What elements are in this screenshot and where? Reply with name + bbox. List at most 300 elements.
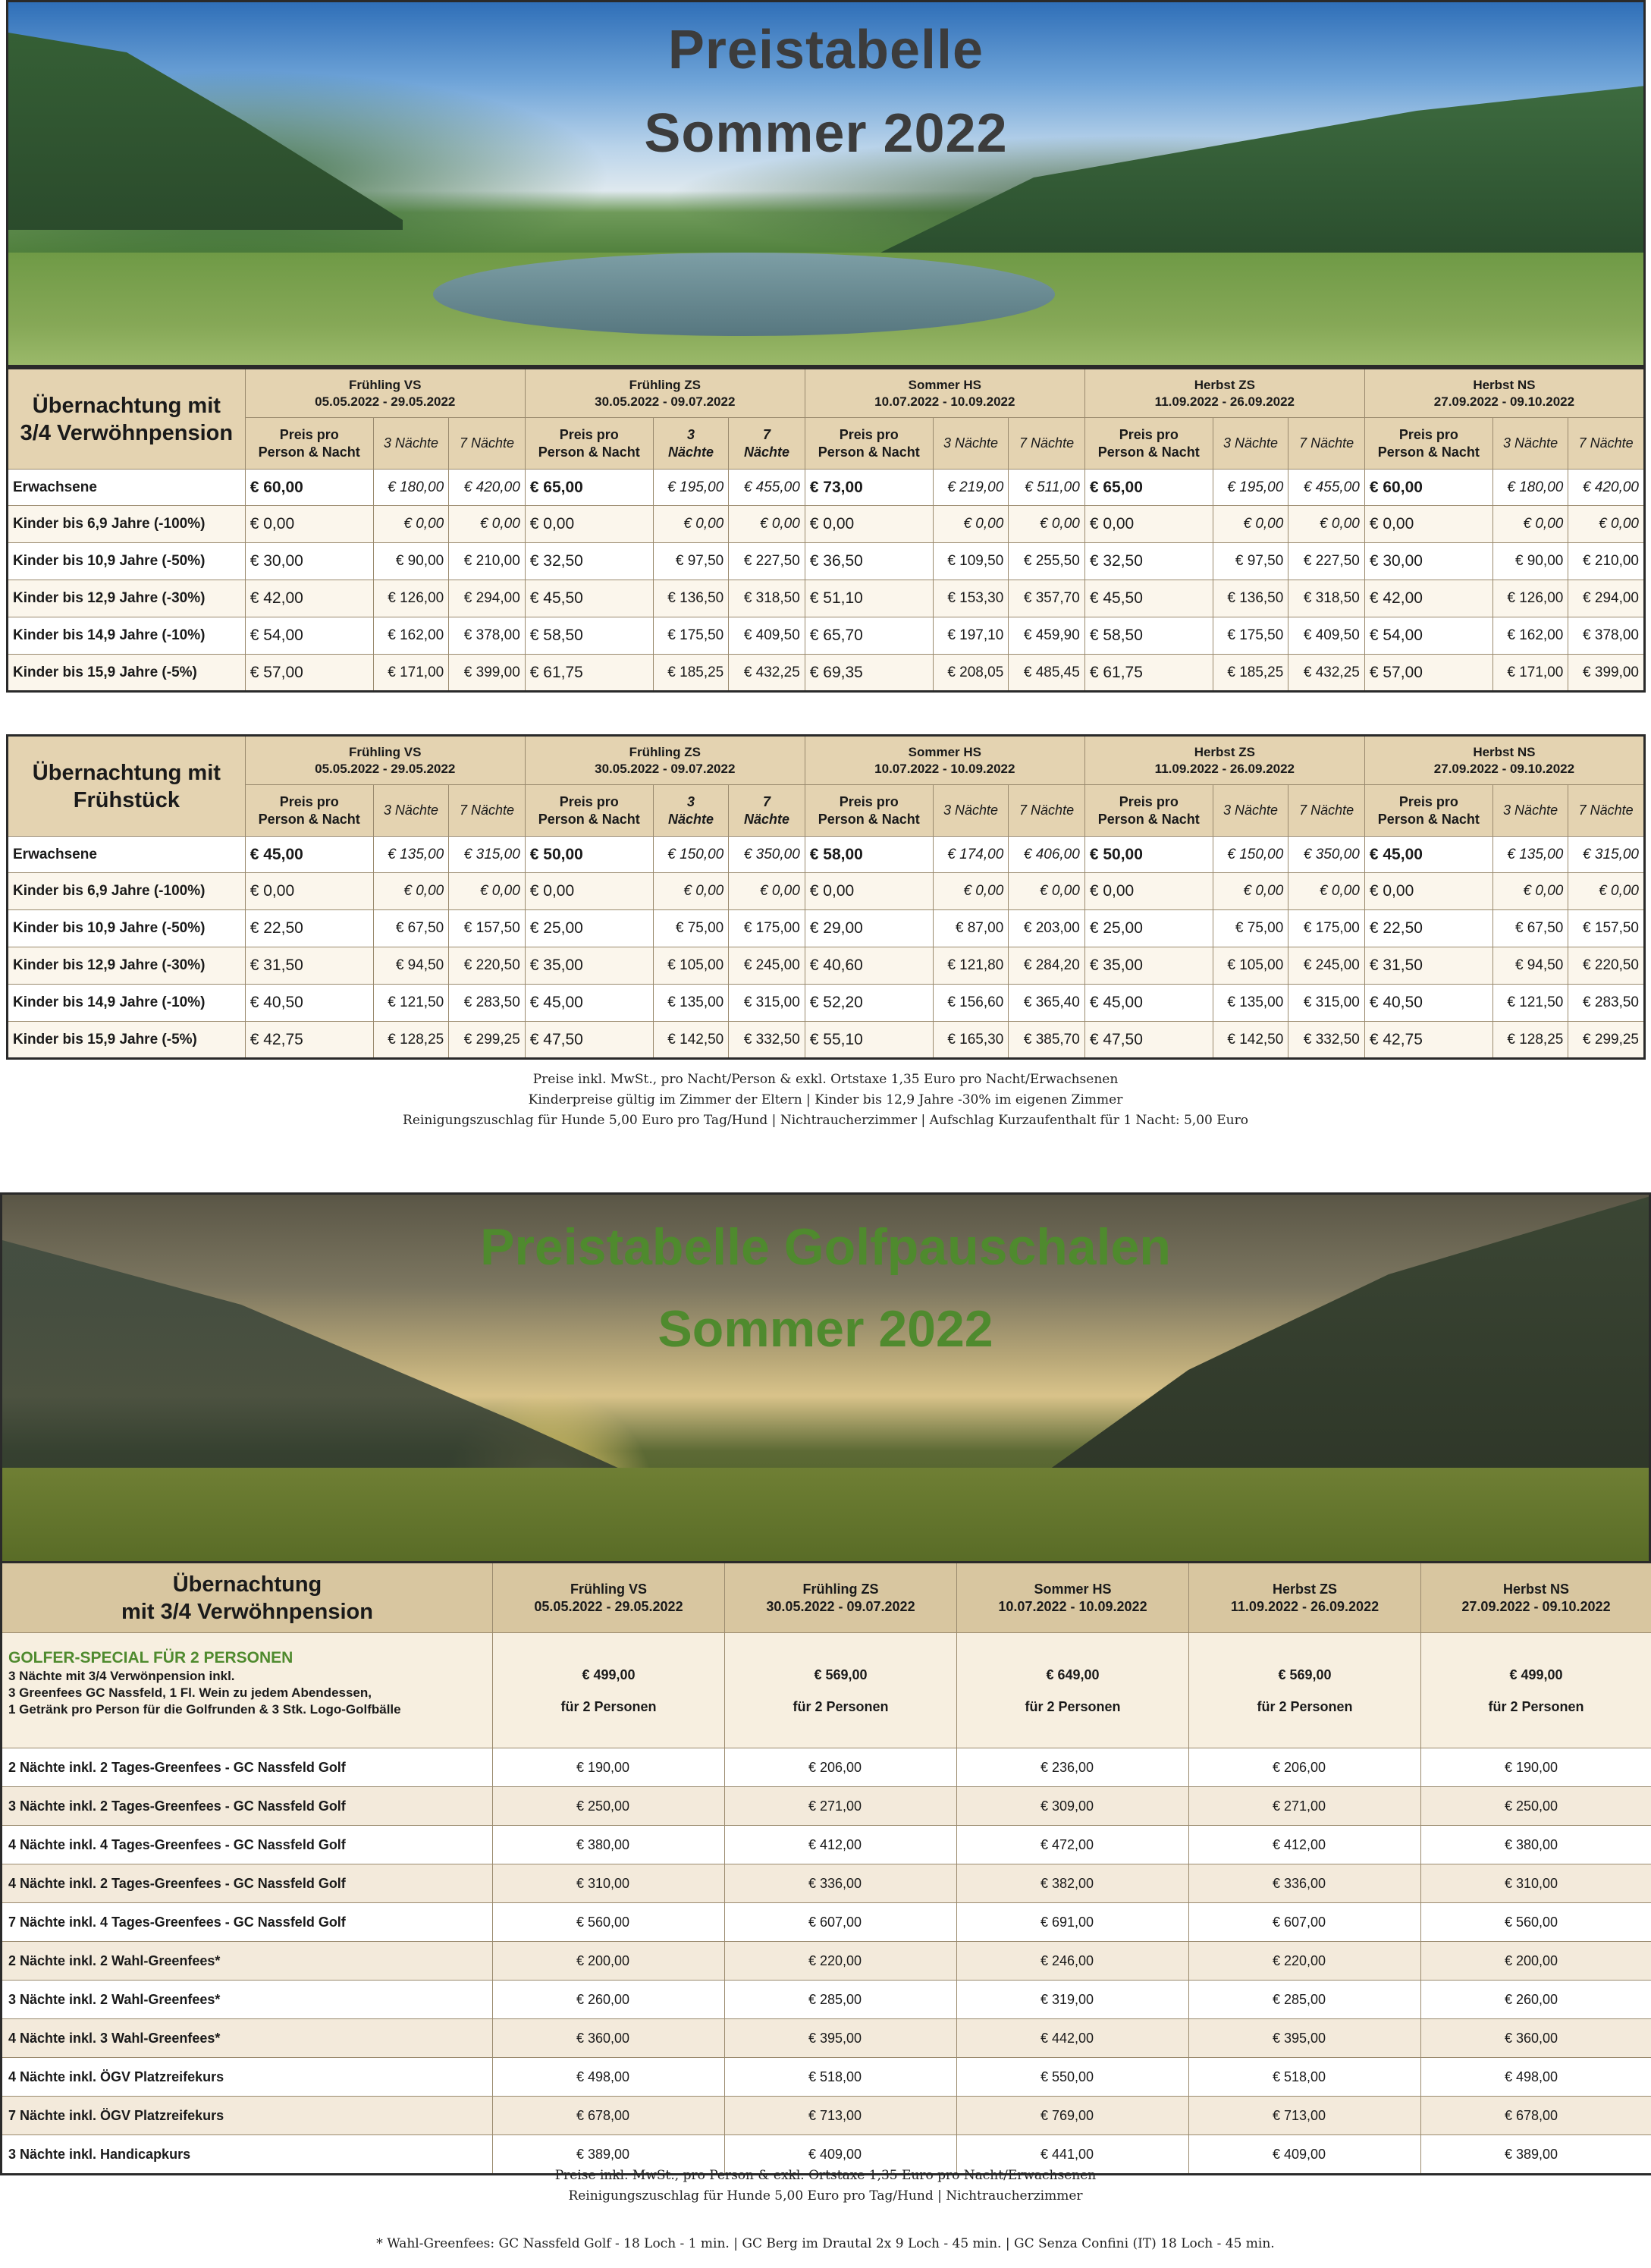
- price-3-nights: € 150,00: [653, 837, 729, 873]
- price-3-nights: € 180,00: [1492, 470, 1568, 506]
- package-label: 3 Nächte inkl. Handicapkurs: [2, 2135, 493, 2175]
- price-row: [8, 543, 1645, 580]
- package-price: € 560,00: [1421, 1903, 1651, 1942]
- subheader-row: [8, 418, 1645, 470]
- price-per-night: € 0,00: [805, 873, 933, 910]
- price-3-nights: € 195,00: [1213, 470, 1288, 506]
- price-table-breakfast: [6, 734, 1646, 1060]
- price-table-halfboard: [6, 367, 1646, 693]
- season-dates: 05.05.2022 - 29.05.2022: [534, 1598, 683, 1614]
- price-per-night: € 45,00: [245, 837, 373, 873]
- price-7-nights: € 378,00: [1568, 617, 1645, 655]
- package-price: € 380,00: [493, 1826, 725, 1864]
- season-dates: 10.07.2022 - 10.09.2022: [874, 761, 1015, 776]
- price-per-night: € 73,00: [805, 470, 933, 506]
- price-7-nights: € 157,50: [1568, 910, 1645, 947]
- package-price: € 498,00: [1421, 2058, 1651, 2097]
- price-3-nights: € 121,80: [933, 947, 1009, 985]
- price-per-night: € 0,00: [245, 506, 373, 543]
- table-title-line2: 3/4 Verwöhnpension: [20, 420, 234, 445]
- price-3-nights: € 150,00: [1213, 837, 1288, 873]
- price-3-nights: € 121,50: [1492, 985, 1568, 1022]
- package-price: € 271,00: [1189, 1787, 1421, 1826]
- price-7-nights: € 0,00: [449, 506, 526, 543]
- price-3-nights: € 208,05: [933, 655, 1009, 692]
- subhead-price: [245, 418, 373, 470]
- price-per-night: € 31,50: [1364, 947, 1492, 985]
- price-3-nights: € 136,50: [1213, 580, 1288, 617]
- price-3-nights: € 0,00: [373, 506, 449, 543]
- price-7-nights: € 409,50: [1288, 617, 1365, 655]
- subhead-3n: 3 Nächte: [1213, 785, 1288, 837]
- package-price: € 498,00: [493, 2058, 725, 2097]
- price-per-night: € 0,00: [1364, 873, 1492, 910]
- package-price: € 395,00: [725, 2019, 957, 2058]
- price-3-nights: € 171,00: [373, 655, 449, 692]
- banner-title-line1: Preistabelle: [667, 20, 984, 80]
- price-per-night: € 65,00: [1084, 470, 1213, 506]
- subhead-price: [525, 785, 653, 837]
- package-price: € 380,00: [1421, 1826, 1651, 1864]
- price-per-night: € 57,00: [245, 655, 373, 692]
- price-3-nights: € 135,00: [653, 985, 729, 1022]
- price-7-nights: € 299,25: [1568, 1022, 1645, 1059]
- season-header-vs: [245, 736, 525, 785]
- package-label: 4 Nächte inkl. 3 Wahl-Greenfees*: [2, 2019, 493, 2058]
- golfer-special-line: 3 Nächte mit 3/4 Verwönpension inkl.: [8, 1669, 235, 1683]
- special-price-note: für 2 Personen: [1025, 1698, 1121, 1714]
- subhead-7n: [729, 785, 805, 837]
- season-header-ns: [1364, 369, 1644, 418]
- price-per-night: € 35,00: [525, 947, 653, 985]
- price-row: [8, 910, 1645, 947]
- price-per-night: € 0,00: [805, 506, 933, 543]
- table-title: [8, 369, 246, 470]
- price-3-nights: € 67,50: [373, 910, 449, 947]
- price-per-night: € 42,75: [1364, 1022, 1492, 1059]
- golf-package-row: [2, 1826, 1651, 1864]
- row-label: Kinder bis 15,9 Jahre (-5%): [8, 655, 246, 692]
- special-price-value: € 499,00: [1509, 1666, 1563, 1682]
- price-7-nights: € 220,50: [1568, 947, 1645, 985]
- price-3-nights: € 121,50: [373, 985, 449, 1022]
- golf-sunset-banner: [0, 1192, 1651, 1561]
- price-7-nights: € 332,50: [729, 1022, 805, 1059]
- golf-banner-title-line2: Sommer 2022: [658, 1300, 993, 1358]
- price-7-nights: € 0,00: [1568, 873, 1645, 910]
- season-dates: 27.09.2022 - 09.10.2022: [1433, 761, 1575, 776]
- price-per-night: € 65,70: [805, 617, 933, 655]
- price-3-nights: € 0,00: [933, 506, 1009, 543]
- package-price: € 319,00: [957, 1981, 1189, 2019]
- subhead-price-line2: Person & Nacht: [538, 444, 640, 460]
- package-price: € 250,00: [1421, 1787, 1651, 1826]
- subhead-price-line1: Preis pro: [279, 793, 339, 809]
- price-per-night: € 22,50: [1364, 910, 1492, 947]
- price-7-nights: € 294,00: [1568, 580, 1645, 617]
- subhead-price-line1: Preis pro: [279, 426, 339, 442]
- price-3-nights: € 126,00: [373, 580, 449, 617]
- golf-course-shape: [2, 1468, 1651, 1561]
- price-7-nights: € 220,50: [449, 947, 526, 985]
- price-per-night: € 0,00: [525, 873, 653, 910]
- price-per-night: € 30,00: [1364, 543, 1492, 580]
- price-per-night: € 22,50: [245, 910, 373, 947]
- price-3-nights: € 165,30: [933, 1022, 1009, 1059]
- price-7-nights: € 409,50: [729, 617, 805, 655]
- golf-package-row: [2, 2097, 1651, 2135]
- price-per-night: € 0,00: [1364, 506, 1492, 543]
- price-7-nights: € 485,45: [1009, 655, 1085, 692]
- golf-table-title: [2, 1563, 493, 1633]
- price-7-nights: € 299,25: [449, 1022, 526, 1059]
- price-7-nights: € 284,20: [1009, 947, 1085, 985]
- summer-landscape-banner: [6, 0, 1646, 367]
- package-price: € 271,00: [725, 1787, 957, 1826]
- package-price: € 389,00: [493, 2135, 725, 2175]
- package-price: € 412,00: [725, 1826, 957, 1864]
- price-per-night: € 55,10: [805, 1022, 933, 1059]
- season-dates: 05.05.2022 - 29.05.2022: [315, 394, 456, 409]
- price-3-nights: € 94,50: [373, 947, 449, 985]
- subhead-price: [1084, 418, 1213, 470]
- note-line: Reinigungszuschlag für Hunde 5,00 Euro pro Tag/Hund | Nichtraucherzimmer: [568, 2188, 1083, 2204]
- price-7-nights: € 0,00: [1568, 506, 1645, 543]
- package-price: € 285,00: [725, 1981, 957, 2019]
- price-row: [8, 617, 1645, 655]
- price-7-nights: € 0,00: [449, 873, 526, 910]
- price-3-nights: € 105,00: [1213, 947, 1288, 985]
- special-price-note: für 2 Personen: [793, 1698, 889, 1714]
- package-price: € 713,00: [725, 2097, 957, 2135]
- package-price: € 395,00: [1189, 2019, 1421, 2058]
- subhead-price: [1364, 418, 1492, 470]
- season-dates: 11.09.2022 - 26.09.2022: [1154, 394, 1295, 409]
- price-per-night: € 45,00: [525, 985, 653, 1022]
- price-per-night: € 45,00: [1084, 985, 1213, 1022]
- package-label: 4 Nächte inkl. 4 Tages-Greenfees - GC Nassfeld Golf: [2, 1826, 493, 1864]
- golfer-special-price: [1421, 1633, 1651, 1748]
- table-title-line1: Übernachtung mit: [32, 760, 221, 785]
- price-3-nights: € 126,00: [1492, 580, 1568, 617]
- price-per-night: € 40,50: [1364, 985, 1492, 1022]
- price-7-nights: € 420,00: [1568, 470, 1645, 506]
- season-name: Sommer HS: [908, 744, 981, 759]
- special-price-note: für 2 Personen: [1257, 1698, 1353, 1714]
- price-3-nights: € 0,00: [653, 873, 729, 910]
- season-header-vs: [245, 369, 525, 418]
- season-name: Sommer HS: [908, 377, 981, 392]
- special-price-value: € 569,00: [1278, 1666, 1332, 1682]
- price-3-nights: € 0,00: [653, 506, 729, 543]
- season-header-zs1: [525, 736, 805, 785]
- price-per-night: € 57,00: [1364, 655, 1492, 692]
- subhead-3n: 3 Nächte: [373, 418, 449, 470]
- price-per-night: € 36,50: [805, 543, 933, 580]
- price-7-nights: € 283,50: [449, 985, 526, 1022]
- price-3-nights: € 0,00: [1213, 873, 1288, 910]
- golf-package-row: [2, 1981, 1651, 2019]
- season-name: Frühling ZS: [629, 377, 701, 392]
- price-per-night: € 45,50: [1084, 580, 1213, 617]
- subhead-price-line2: Person & Nacht: [538, 811, 640, 827]
- note-line: Reinigungszuschlag für Hunde 5,00 Euro pro Tag/Hund | Nichtraucherzimmer | Aufschlag Kurzaufenthalt für 1 Nacht: 5,00 Euro: [403, 1113, 1248, 1128]
- season-header-zs2: [1189, 1563, 1421, 1633]
- price-row: [8, 873, 1645, 910]
- notes-block-1: [0, 1070, 1651, 1131]
- row-label: Kinder bis 14,9 Jahre (-10%): [8, 985, 246, 1022]
- season-name: Herbst NS: [1473, 744, 1536, 759]
- price-per-night: € 30,00: [245, 543, 373, 580]
- price-per-night: € 42,00: [245, 580, 373, 617]
- subhead-price: [805, 418, 933, 470]
- subhead-price-line2: Person & Nacht: [1097, 811, 1200, 827]
- season-name: Frühling ZS: [802, 1581, 879, 1597]
- golfer-special-row: [2, 1633, 1651, 1748]
- package-price: € 220,00: [725, 1942, 957, 1981]
- package-price: € 442,00: [957, 2019, 1189, 2058]
- package-price: € 309,00: [957, 1787, 1189, 1826]
- golf-package-row: [2, 2058, 1651, 2097]
- package-price: € 260,00: [493, 1981, 725, 2019]
- season-name: Frühling VS: [570, 1581, 647, 1597]
- price-per-night: € 58,00: [805, 837, 933, 873]
- price-3-nights: € 197,10: [933, 617, 1009, 655]
- price-3-nights: € 109,50: [933, 543, 1009, 580]
- golfer-special-title: GOLFER-SPECIAL FÜR 2 PERSONEN: [8, 1649, 293, 1666]
- price-7-nights: € 350,00: [1288, 837, 1365, 873]
- price-7-nights: € 315,00: [1568, 837, 1645, 873]
- golf-package-row: [2, 1942, 1651, 1981]
- season-name: Sommer HS: [1034, 1581, 1112, 1597]
- season-header-zs2: [1084, 736, 1364, 785]
- price-7-nights: € 378,00: [449, 617, 526, 655]
- package-price: € 409,00: [725, 2135, 957, 2175]
- subhead-price: [805, 785, 933, 837]
- package-price: € 310,00: [1421, 1864, 1651, 1903]
- package-price: € 382,00: [957, 1864, 1189, 1903]
- golf-package-row: [2, 1864, 1651, 1903]
- price-3-nights: € 136,50: [653, 580, 729, 617]
- subhead-price-line1: Preis pro: [839, 793, 899, 809]
- subhead-7n: 7 Nächte: [1568, 418, 1645, 470]
- package-price: € 713,00: [1189, 2097, 1421, 2135]
- price-per-night: € 32,50: [525, 543, 653, 580]
- package-price: € 678,00: [1421, 2097, 1651, 2135]
- price-7-nights: € 0,00: [729, 873, 805, 910]
- package-price: € 190,00: [1421, 1748, 1651, 1787]
- price-7-nights: € 455,00: [729, 470, 805, 506]
- package-price: € 678,00: [493, 2097, 725, 2135]
- subhead-7n-num: 7: [763, 793, 771, 809]
- price-3-nights: € 94,50: [1492, 947, 1568, 985]
- subhead-7n: 7 Nächte: [1568, 785, 1645, 837]
- season-name: Herbst ZS: [1194, 377, 1255, 392]
- subhead-3n: 3 Nächte: [373, 785, 449, 837]
- price-3-nights: € 128,25: [373, 1022, 449, 1059]
- price-7-nights: € 511,00: [1009, 470, 1085, 506]
- note-line: Preise inkl. MwSt., pro Nacht/Person & exkl. Ortstaxe 1,35 Euro pro Nacht/Erwachsenen: [532, 1072, 1119, 1087]
- golf-title-line1: Übernachtung: [172, 1572, 322, 1597]
- price-per-night: € 60,00: [245, 470, 373, 506]
- package-label: 3 Nächte inkl. 2 Tages-Greenfees - GC Nassfeld Golf: [2, 1787, 493, 1826]
- package-label: 2 Nächte inkl. 2 Tages-Greenfees - GC Nassfeld Golf: [2, 1748, 493, 1787]
- package-price: € 409,00: [1189, 2135, 1421, 2175]
- price-per-night: € 0,00: [245, 873, 373, 910]
- table-title-line2: Frühstück: [73, 787, 180, 812]
- special-price-note: für 2 Personen: [1488, 1698, 1584, 1714]
- price-7-nights: € 0,00: [1009, 506, 1085, 543]
- price-per-night: € 45,00: [1364, 837, 1492, 873]
- season-header-zs1: [525, 369, 805, 418]
- price-7-nights: € 210,00: [1568, 543, 1645, 580]
- price-3-nights: € 0,00: [1492, 506, 1568, 543]
- price-row: [8, 985, 1645, 1022]
- subhead-7n: 7 Nächte: [1288, 418, 1365, 470]
- price-7-nights: € 365,40: [1009, 985, 1085, 1022]
- price-3-nights: € 135,00: [373, 837, 449, 873]
- price-7-nights: € 350,00: [729, 837, 805, 873]
- golfer-special-price: [957, 1633, 1189, 1748]
- season-dates: 30.05.2022 - 09.07.2022: [595, 761, 736, 776]
- package-price: € 550,00: [957, 2058, 1189, 2097]
- subhead-7n: 7 Nächte: [1009, 785, 1085, 837]
- season-dates: 11.09.2022 - 26.09.2022: [1154, 761, 1295, 776]
- row-label: Kinder bis 12,9 Jahre (-30%): [8, 947, 246, 985]
- season-name: Frühling ZS: [629, 744, 701, 759]
- price-per-night: € 29,00: [805, 910, 933, 947]
- package-label: 4 Nächte inkl. ÖGV Platzreifekurs: [2, 2058, 493, 2097]
- golfer-special-price: [1189, 1633, 1421, 1748]
- price-3-nights: € 75,00: [1213, 910, 1288, 947]
- golfer-special-line: 3 Greenfees GC Nassfeld, 1 Fl. Wein zu jedem Abendessen,: [8, 1685, 372, 1700]
- price-per-night: € 42,75: [245, 1022, 373, 1059]
- price-3-nights: € 135,00: [1213, 985, 1288, 1022]
- price-3-nights: € 105,00: [653, 947, 729, 985]
- row-label: Kinder bis 15,9 Jahre (-5%): [8, 1022, 246, 1059]
- price-per-night: € 50,00: [525, 837, 653, 873]
- price-per-night: € 58,50: [1084, 617, 1213, 655]
- price-7-nights: € 0,00: [1288, 506, 1365, 543]
- price-3-nights: € 153,30: [933, 580, 1009, 617]
- subhead-price-line2: Person & Nacht: [818, 444, 920, 460]
- golf-package-row: [2, 1903, 1651, 1942]
- price-3-nights: € 175,50: [1213, 617, 1288, 655]
- pond-shape: [433, 253, 1055, 336]
- price-row: [8, 580, 1645, 617]
- price-3-nights: € 156,60: [933, 985, 1009, 1022]
- row-label: Kinder bis 10,9 Jahre (-50%): [8, 543, 246, 580]
- golfer-special-desc: [2, 1633, 493, 1748]
- row-label: Erwachsene: [8, 837, 246, 873]
- price-7-nights: € 459,90: [1009, 617, 1085, 655]
- package-price: € 220,00: [1189, 1942, 1421, 1981]
- package-label: 2 Nächte inkl. 2 Wahl-Greenfees*: [2, 1942, 493, 1981]
- subheader-row: [8, 785, 1645, 837]
- subhead-price-line2: Person & Nacht: [818, 811, 920, 827]
- price-3-nights: € 0,00: [933, 873, 1009, 910]
- subhead-3n-num: 3: [686, 426, 695, 442]
- season-dates: 11.09.2022 - 26.09.2022: [1230, 1598, 1379, 1614]
- price-3-nights: € 174,00: [933, 837, 1009, 873]
- season-name: Herbst ZS: [1272, 1581, 1338, 1597]
- price-per-night: € 0,00: [1084, 506, 1213, 543]
- subhead-price-line2: Person & Nacht: [258, 811, 360, 827]
- package-label: 7 Nächte inkl. ÖGV Platzreifekurs: [2, 2097, 493, 2135]
- subhead-price-line1: Preis pro: [839, 426, 899, 442]
- price-per-night: € 35,00: [1084, 947, 1213, 985]
- price-per-night: € 60,00: [1364, 470, 1492, 506]
- package-label: 7 Nächte inkl. 4 Tages-Greenfees - GC Nassfeld Golf: [2, 1903, 493, 1942]
- subhead-price-line2: Person & Nacht: [1097, 444, 1200, 460]
- package-label: 3 Nächte inkl. 2 Wahl-Greenfees*: [2, 1981, 493, 2019]
- price-3-nights: € 175,50: [653, 617, 729, 655]
- season-dates: 05.05.2022 - 29.05.2022: [315, 761, 456, 776]
- price-7-nights: € 432,25: [1288, 655, 1365, 692]
- price-7-nights: € 227,50: [1288, 543, 1365, 580]
- price-3-nights: € 0,00: [373, 873, 449, 910]
- price-3-nights: € 142,50: [1213, 1022, 1288, 1059]
- price-per-night: € 25,00: [525, 910, 653, 947]
- price-7-nights: € 315,00: [729, 985, 805, 1022]
- price-per-night: € 42,00: [1364, 580, 1492, 617]
- season-dates: 27.09.2022 - 09.10.2022: [1433, 394, 1575, 409]
- subhead-3n-num: 3: [686, 793, 695, 809]
- price-3-nights: € 135,00: [1492, 837, 1568, 873]
- season-header-ns: [1421, 1563, 1651, 1633]
- price-7-nights: € 399,00: [449, 655, 526, 692]
- subhead-price-line2: Person & Nacht: [1377, 444, 1480, 460]
- special-price-note: für 2 Personen: [560, 1698, 657, 1714]
- subhead-price-line1: Preis pro: [559, 793, 619, 809]
- price-3-nights: € 75,00: [653, 910, 729, 947]
- price-7-nights: € 315,00: [1288, 985, 1365, 1022]
- price-3-nights: € 219,00: [933, 470, 1009, 506]
- subhead-3n: [653, 785, 729, 837]
- package-price: € 560,00: [493, 1903, 725, 1942]
- season-header-hs: [805, 369, 1084, 418]
- price-3-nights: € 195,00: [653, 470, 729, 506]
- season-dates: 27.09.2022 - 09.10.2022: [1461, 1598, 1611, 1614]
- price-3-nights: € 90,00: [373, 543, 449, 580]
- subhead-price-line1: Preis pro: [1119, 426, 1179, 442]
- package-price: € 336,00: [1189, 1864, 1421, 1903]
- price-3-nights: € 0,00: [1213, 506, 1288, 543]
- price-per-night: € 54,00: [1364, 617, 1492, 655]
- price-per-night: € 0,00: [1084, 873, 1213, 910]
- note-line: Preise inkl. MwSt., pro Person & exkl. Ortstaxe 1,35 Euro pro Nacht/Erwachsenen: [554, 2168, 1097, 2183]
- price-per-night: € 58,50: [525, 617, 653, 655]
- golf-banner-title-line1: Preistabelle Golfpauschalen: [480, 1218, 1171, 1276]
- package-price: € 200,00: [493, 1942, 725, 1981]
- season-name: Herbst NS: [1473, 377, 1536, 392]
- price-per-night: € 31,50: [245, 947, 373, 985]
- package-price: € 607,00: [1189, 1903, 1421, 1942]
- price-per-night: € 47,50: [525, 1022, 653, 1059]
- subhead-price-line2: Person & Nacht: [1377, 811, 1480, 827]
- subhead-3n: 3 Nächte: [1213, 418, 1288, 470]
- price-7-nights: € 157,50: [449, 910, 526, 947]
- price-3-nights: € 87,00: [933, 910, 1009, 947]
- special-price-value: € 649,00: [1046, 1666, 1100, 1682]
- season-name: Frühling VS: [349, 744, 422, 759]
- subhead-price-line1: Preis pro: [1398, 793, 1458, 809]
- subhead-7n: [729, 418, 805, 470]
- price-7-nights: € 357,70: [1009, 580, 1085, 617]
- package-price: € 190,00: [493, 1748, 725, 1787]
- package-price: € 206,00: [725, 1748, 957, 1787]
- price-per-night: € 0,00: [525, 506, 653, 543]
